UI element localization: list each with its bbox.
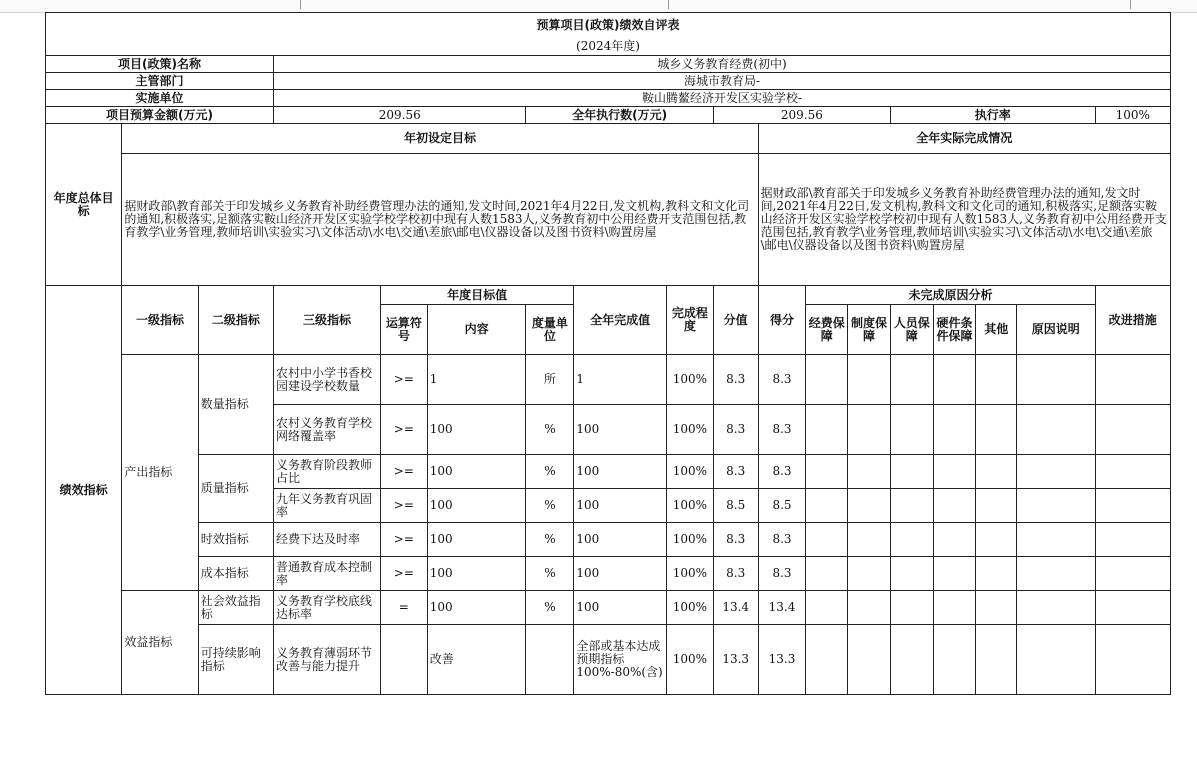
indicator-completion: 100%: [666, 625, 713, 695]
level2-quantity: 数量指标: [198, 355, 273, 455]
project-name: 城乡义务教育经费(初中): [274, 56, 1171, 73]
header-level3: 三级指标: [274, 286, 381, 355]
indicator-unit: %: [526, 455, 574, 489]
indicator-content: 100: [427, 591, 526, 625]
header-other: 其他: [976, 305, 1017, 355]
header-funding: 经费保障: [806, 305, 848, 355]
empty-cell: [890, 591, 933, 625]
indicator-actual: 100: [574, 591, 667, 625]
budget-value: 209.56: [274, 107, 526, 124]
indicator-score: 13.4: [758, 591, 806, 625]
header-system: 制度保障: [848, 305, 891, 355]
empty-cell: [933, 355, 976, 405]
indicator-score: 8.3: [758, 355, 806, 405]
indicator-name: 农村义务教育学校网络覆盖率: [274, 405, 381, 455]
indicator-name: 普通教育成本控制率: [274, 557, 381, 591]
header-staff: 人员保障: [890, 305, 933, 355]
indicator-unit: %: [526, 523, 574, 557]
indicator-content: 100: [427, 557, 526, 591]
empty-cell: [976, 405, 1017, 455]
indicator-content: 100: [427, 523, 526, 557]
indicator-op: =: [380, 591, 427, 625]
empty-cell: [1095, 405, 1171, 455]
header-hardware: 硬件条件保障: [933, 305, 976, 355]
indicator-value: 8.5: [713, 489, 758, 523]
indicator-score: 8.3: [758, 455, 806, 489]
indicator-name: 农村中小学书香校园建设学校数量: [274, 355, 381, 405]
empty-cell: [1017, 523, 1095, 557]
empty-cell: [976, 355, 1017, 405]
indicator-score: 8.3: [758, 523, 806, 557]
evaluation-sheet: [45, 12, 1171, 695]
ruler-tick: [1130, 0, 1131, 9]
empty-cell: [1095, 355, 1171, 405]
empty-cell: [933, 523, 976, 557]
header-score: 得分: [758, 286, 806, 355]
indicator-unit: %: [526, 557, 574, 591]
indicator-content: 100: [427, 455, 526, 489]
level2-social: 社会效益指标: [198, 591, 273, 625]
indicator-actual: 1: [574, 355, 667, 405]
empty-cell: [890, 625, 933, 695]
indicator-value: 8.3: [713, 355, 758, 405]
empty-cell: [890, 405, 933, 455]
indicator-score: 8.3: [758, 557, 806, 591]
indicator-op: >=: [380, 523, 427, 557]
empty-cell: [848, 405, 891, 455]
empty-cell: [806, 557, 848, 591]
empty-cell: [976, 455, 1017, 489]
indicator-name: 九年义务教育巩固率: [274, 489, 381, 523]
level2-quality: 质量指标: [198, 455, 273, 523]
indicator-score: 8.3: [758, 405, 806, 455]
dept-label: 主管部门: [46, 73, 274, 90]
empty-cell: [806, 625, 848, 695]
empty-cell: [1017, 355, 1095, 405]
indicator-content: 1: [427, 355, 526, 405]
indicator-actual: 100: [574, 557, 667, 591]
unit-label: 实施单位: [46, 90, 274, 107]
empty-cell: [806, 523, 848, 557]
indicator-actual: 100: [574, 523, 667, 557]
goals-set-header: 年初设定目标: [122, 124, 758, 154]
empty-cell: [976, 523, 1017, 557]
level2-sustain: 可持续影响指标: [198, 625, 273, 695]
empty-cell: [1095, 523, 1171, 557]
indicator-op: >=: [380, 405, 427, 455]
exec-value: 209.56: [713, 107, 890, 124]
table-row: [46, 355, 1171, 405]
level2-timeliness: 时效指标: [198, 523, 273, 557]
indicator-content: 100: [427, 405, 526, 455]
goals-set-text: 据财政部\教育部关于印发城乡义务教育补助经费管理办法的通知,发文时间,2021年4月22日,发文机构,教科文和文化司的通知,积极落实,足额落实鞍山经济开发区实验学校学校初中现有人数1583人,义务教育初中公用经费开支范围包括,教育教学\业务管理,教师培训\实验实习\文体活动\水电\交通\差旅\邮电\仪器设备以及图书资料\购置房屋: [122, 154, 758, 286]
empty-cell: [806, 489, 848, 523]
indicator-value: 8.3: [713, 557, 758, 591]
empty-cell: [976, 489, 1017, 523]
level2-cost: 成本指标: [198, 557, 273, 591]
empty-cell: [806, 355, 848, 405]
empty-cell: [890, 355, 933, 405]
empty-cell: [1017, 455, 1095, 489]
indicator-unit: 所: [526, 355, 574, 405]
empty-cell: [976, 591, 1017, 625]
indicator-name: 义务教育薄弱环节改善与能力提升: [274, 625, 381, 695]
header-unfinished: 未完成原因分析: [806, 286, 1095, 305]
table-row: [46, 523, 1171, 557]
indicator-score: 8.5: [758, 489, 806, 523]
indicator-op: >=: [380, 355, 427, 405]
rate-value: 100%: [1095, 107, 1171, 124]
empty-cell: [1095, 591, 1171, 625]
indicator-actual: 100: [574, 489, 667, 523]
empty-cell: [848, 591, 891, 625]
indicator-value: 13.3: [713, 625, 758, 695]
indicator-completion: 100%: [666, 523, 713, 557]
empty-cell: [1017, 625, 1095, 695]
header-operator: 运算符号: [380, 305, 427, 355]
project-name-label: 项目(政策)名称: [46, 56, 274, 73]
indicator-name: 义务教育学校底线达标率: [274, 591, 381, 625]
empty-cell: [848, 455, 891, 489]
empty-cell: [890, 489, 933, 523]
goals-actual-text: 据财政部\教育部关于印发城乡义务教育补助经费管理办法的通知,发文时间,2021年4月22日,发文机构,教科文和文化司的通知,积极落实,足额落实鞍山经济开发区实验学校学校初中现有人数1583人,义务教育初中公用经费开支范围包括,教育教学\业务管理,教师培训\实验实习\文体活动\水电\交通\差旅\邮电\仪器设备以及图书资料\购置房屋: [758, 154, 1170, 286]
indicator-completion: 100%: [666, 591, 713, 625]
empty-cell: [1095, 455, 1171, 489]
budget-label: 项目预算金额(万元): [46, 107, 274, 124]
indicator-content: 100: [427, 489, 526, 523]
indicator-actual: 100: [574, 455, 667, 489]
indicator-op: [380, 625, 427, 695]
indicator-content: 改善: [427, 625, 526, 695]
ruler-tick: [668, 0, 669, 9]
empty-cell: [933, 405, 976, 455]
dept-value: 海城市教育局-: [274, 73, 1171, 90]
empty-cell: [976, 625, 1017, 695]
indicator-unit: %: [526, 489, 574, 523]
empty-cell: [933, 489, 976, 523]
empty-cell: [848, 489, 891, 523]
header-content: 内容: [427, 305, 526, 355]
indicator-completion: 100%: [666, 355, 713, 405]
indicator-op: >=: [380, 489, 427, 523]
header-score-value: 分值: [713, 286, 758, 355]
indicator-value: 13.4: [713, 591, 758, 625]
indicator-unit: %: [526, 591, 574, 625]
goals-actual-header: 全年实际完成情况: [758, 124, 1170, 154]
indicators-section-label: 绩效指标: [46, 286, 122, 695]
empty-cell: [806, 455, 848, 489]
empty-cell: [890, 455, 933, 489]
header-improve: 改进措施: [1095, 286, 1171, 355]
empty-cell: [933, 557, 976, 591]
exec-label: 全年执行数(万元): [526, 107, 713, 124]
empty-cell: [1095, 625, 1171, 695]
empty-cell: [848, 625, 891, 695]
indicator-actual: 全部或基本达成预期指标100%-80%(含): [574, 625, 667, 695]
empty-cell: [1095, 489, 1171, 523]
header-unit: 度量单位: [526, 305, 574, 355]
indicator-op: >=: [380, 455, 427, 489]
header-actual: 全年完成值: [574, 286, 667, 355]
indicator-score: 13.3: [758, 625, 806, 695]
indicator-op: >=: [380, 557, 427, 591]
empty-cell: [806, 591, 848, 625]
rate-label: 执行率: [890, 107, 1095, 124]
empty-cell: [1017, 591, 1095, 625]
empty-cell: [976, 557, 1017, 591]
indicator-name: 义务教育阶段教师占比: [274, 455, 381, 489]
table-row: [46, 591, 1171, 625]
header-level1: 一级指标: [122, 286, 198, 355]
empty-cell: [933, 625, 976, 695]
indicator-value: 8.3: [713, 523, 758, 557]
empty-cell: [848, 355, 891, 405]
empty-cell: [806, 405, 848, 455]
indicator-value: 8.3: [713, 405, 758, 455]
indicator-unit: [526, 625, 574, 695]
empty-cell: [933, 591, 976, 625]
empty-cell: [890, 523, 933, 557]
indicator-unit: %: [526, 405, 574, 455]
empty-cell: [890, 557, 933, 591]
empty-cell: [1017, 489, 1095, 523]
report-year: (2024年度): [46, 37, 1171, 56]
indicator-completion: 100%: [666, 405, 713, 455]
empty-cell: [1017, 405, 1095, 455]
empty-cell: [1095, 557, 1171, 591]
empty-cell: [848, 557, 891, 591]
header-annual-target: 年度目标值: [380, 286, 573, 305]
indicator-completion: 100%: [666, 455, 713, 489]
table-row: [46, 557, 1171, 591]
ruler-tick: [300, 0, 301, 9]
level1-benefit: 效益指标: [122, 591, 198, 695]
goals-row-label: 年度总体目标: [46, 124, 122, 286]
header-reason: 原因说明: [1017, 305, 1095, 355]
empty-cell: [933, 455, 976, 489]
indicator-name: 经费下达及时率: [274, 523, 381, 557]
unit-value: 鞍山腾鳌经济开发区实验学校-: [274, 90, 1171, 107]
empty-cell: [848, 523, 891, 557]
indicator-completion: 100%: [666, 489, 713, 523]
level1-output: 产出指标: [122, 355, 198, 591]
header-completion: 完成程度: [666, 286, 713, 355]
indicator-value: 8.3: [713, 455, 758, 489]
header-level2: 二级指标: [198, 286, 273, 355]
evaluation-table: [45, 12, 1171, 695]
table-row: [46, 625, 1171, 695]
table-row: [46, 455, 1171, 489]
empty-cell: [1017, 557, 1095, 591]
page-title: 预算项目(政策)绩效自评表: [46, 13, 1171, 38]
indicator-actual: 100: [574, 405, 667, 455]
indicator-completion: 100%: [666, 557, 713, 591]
